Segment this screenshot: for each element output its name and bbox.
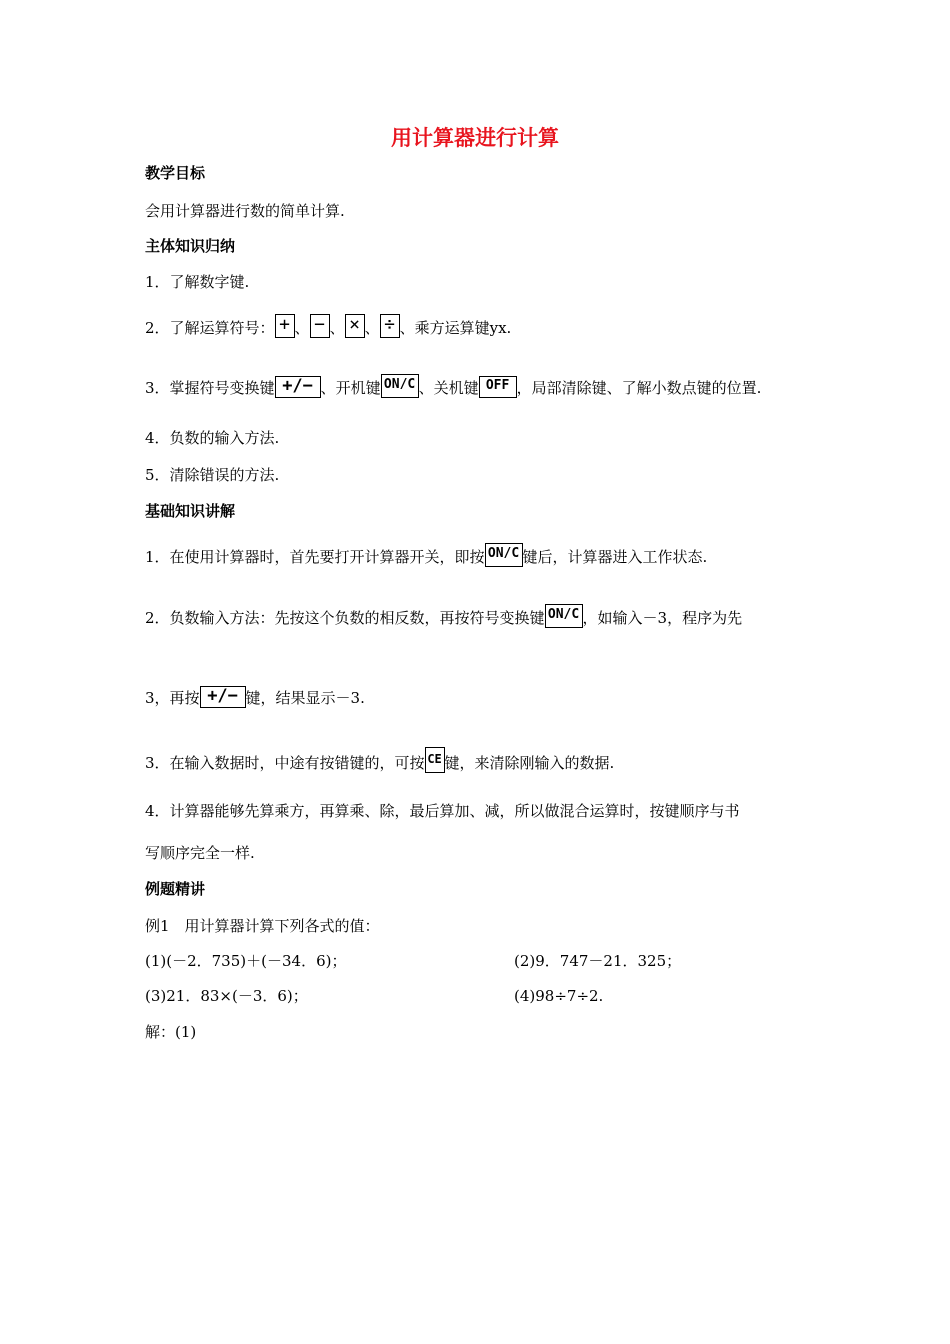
- summary-item-3-prefix: 3．掌握符号变换键: [145, 379, 275, 397]
- basics-paragraph-3: [145, 747, 614, 773]
- basics-p2-prefix: 2．负数输入方法：先按这个负数的相反数，再按符号变换键: [145, 609, 545, 627]
- basics-p3-prefix: 3．在输入数据时，中途有按错键的，可按: [145, 754, 425, 772]
- sign-change-key-icon: +/−: [200, 686, 246, 708]
- summary-item-5: 5．清除错误的方法.: [145, 466, 280, 484]
- page-title: 用计算器进行计算: [391, 126, 559, 150]
- on-key-icon: ON/C: [545, 604, 583, 628]
- summary-item-2-prefix: 2．了解运算符号：: [145, 319, 275, 337]
- example-question-1: (1)(－2．735)＋(－34．6)；: [145, 952, 347, 970]
- heading-basics: 基础知识讲解: [145, 502, 236, 520]
- sign-change-key-icon: +/−: [275, 376, 321, 398]
- example-question-2: (2)9．747－21．325；: [514, 952, 682, 970]
- off-key-icon: OFF: [479, 376, 517, 398]
- example-1-prompt: 例1 用计算器计算下列各式的值：: [145, 917, 380, 935]
- basics-paragraph-2-cont: [145, 686, 365, 708]
- separator: 、: [320, 379, 336, 397]
- basics-paragraph-4-cont: 写顺序完全一样.: [145, 844, 255, 862]
- separator: 、: [329, 319, 345, 337]
- on-key-icon: ON/C: [485, 543, 523, 567]
- solution-start: 解：(1): [145, 1023, 197, 1041]
- basics-p2-suffix: ，如输入－3，程序为先: [582, 609, 743, 627]
- basics-paragraph-2: [145, 604, 742, 628]
- heading-examples: 例题精讲: [145, 880, 206, 898]
- separator: 、: [418, 379, 434, 397]
- summary-item-4: 4．负数的输入方法.: [145, 429, 280, 447]
- basics-p1-suffix: 键后，计算器进入工作状态.: [522, 548, 708, 566]
- ce-key-icon: CE: [425, 747, 445, 773]
- separator: 、: [364, 319, 380, 337]
- on-key-icon: ON/C: [381, 374, 419, 398]
- basics-p2b-prefix: 3，再按: [145, 689, 200, 707]
- basics-paragraph-1: [145, 543, 707, 567]
- basics-p3-suffix: 键，来清除刚输入的数据.: [444, 754, 615, 772]
- separator: ，: [516, 379, 532, 397]
- times-key-icon: ×: [345, 314, 365, 338]
- basics-p2b-suffix: 键，结果显示－3.: [245, 689, 365, 707]
- summary-item-3-mid1: 开机键: [335, 379, 381, 397]
- separator: 、: [399, 319, 415, 337]
- plus-key-icon: +: [275, 314, 295, 338]
- divide-key-icon: ÷: [380, 314, 400, 338]
- heading-objectives: 教学目标: [145, 164, 206, 182]
- minus-key-icon: −: [310, 314, 330, 338]
- example-question-4: (4)98÷7÷2.: [514, 987, 604, 1005]
- summary-item-3-suffix: 局部清除键、了解小数点键的位置.: [531, 379, 762, 397]
- objectives-text: 会用计算器进行数的简单计算.: [145, 202, 345, 220]
- summary-item-3-mid2: 关机键: [433, 379, 479, 397]
- basics-paragraph-4: 4．计算器能够先算乘方，再算乘、除，最后算加、减，所以做混合运算时，按键顺序与书: [145, 802, 740, 820]
- heading-summary: 主体知识归纳: [145, 237, 236, 255]
- summary-item-2: [145, 314, 511, 338]
- summary-item-3: [145, 374, 761, 398]
- summary-item-2-suffix: 乘方运算键yx.: [414, 319, 512, 337]
- summary-item-1: 1．了解数字键.: [145, 273, 250, 291]
- separator: 、: [294, 319, 310, 337]
- example-question-3: (3)21．83×(－3．6)；: [145, 987, 308, 1005]
- basics-p1-prefix: 1．在使用计算器时，首先要打开计算器开关，即按: [145, 548, 485, 566]
